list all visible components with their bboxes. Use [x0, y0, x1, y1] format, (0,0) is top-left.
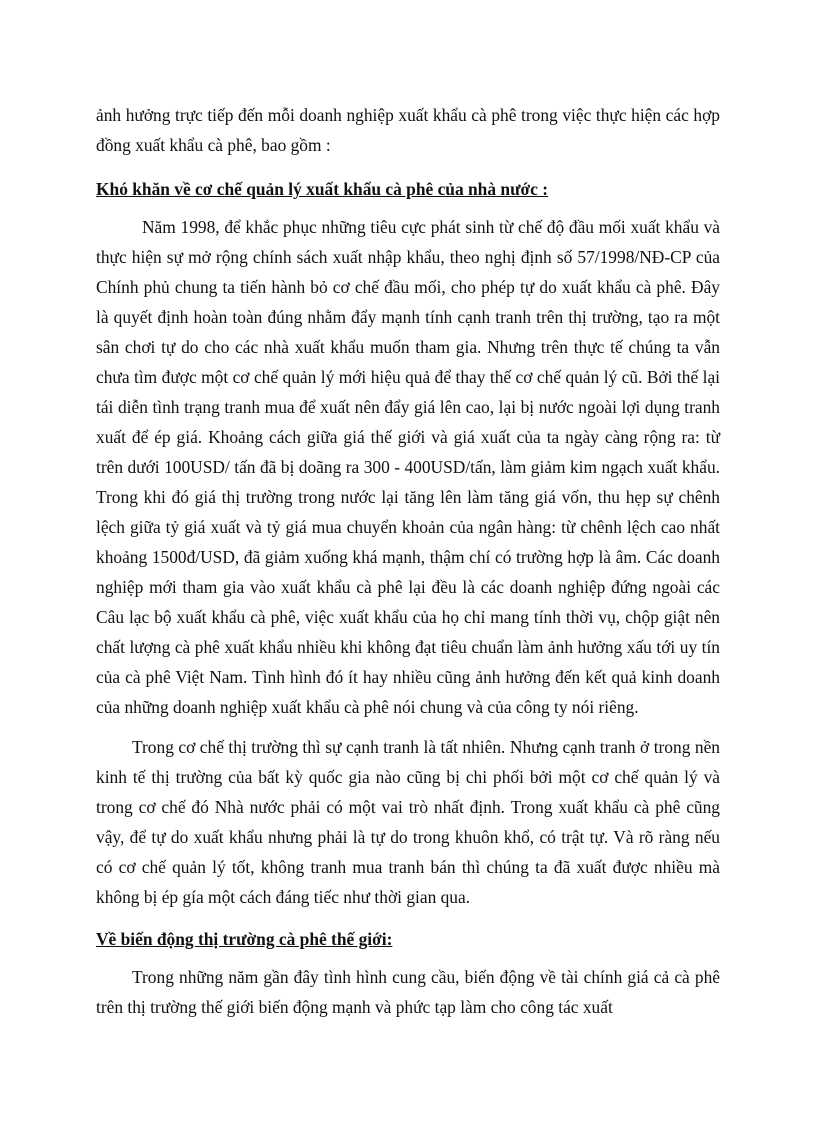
section-heading-world-market: Về biến động thị trường cà phê thế giới: — [96, 929, 393, 949]
section-heading-management: Khó khăn về cơ chế quản lý xuất khẩu cà phê của nhà nước : — [96, 179, 548, 199]
paragraph-management-2: Trong cơ chế thị trường thì sự cạnh tranh là tất nhiên. Nhưng cạnh tranh ở trong nền kinh tế thị trường của bất kỳ quốc gia nào cũng bị chi phối bởi một cơ chế quản lý và trong cơ chế đó Nhà nước phải có một vai trò nhất định. Trong xuất khẩu cà phê cũng vậy, để tự do xuất khẩu nhưng phải là tự do trong khuôn khổ, có trật tự. Và rõ ràng nếu có cơ chế quản lý tốt, không tranh mua tranh bán thì chúng ta đã xuất được nhiều mà không bị ép gía một cách đáng tiếc như thời gian qua. — [96, 737, 720, 907]
paragraph-management-1: Năm 1998, để khắc phục những tiêu cực phát sinh từ chế độ đầu mối xuất khẩu và thực hiện sự mở rộng chính sách xuất nhập khẩu, theo nghị định số 57/1998/NĐ-CP của Chính phủ chung ta tiến hành bỏ cơ chế đầu mối, cho phép tự do xuất khẩu cà phê. Đây là quyết định hoàn toàn đúng nhằm đẩy mạnh tính cạnh tranh trên thị trường, tạo ra một sân chơi tự do cho các nhà xuất khẩu muốn tham gia. Nhưng trên thực tế chúng ta vẫn chưa tìm được một cơ chế quản lý mới hiệu quả để thay thế cơ chế quản lý cũ. Bởi thế lại tái diễn tình trạng tranh mua để xuất nên đẩy giá lên cao, lại bị nước ngoài lợi dụng tranh xuất để ép giá. Khoảng cách giữa giá thế giới và giá xuất của ta ngày càng rộng ra: từ trên dưới 100USD/ tấn đã bị doãng ra 300 - 400USD/tấn, làm giảm kim ngạch xuất khẩu. Trong khi đó giá thị trường trong nước lại tăng lên làm tăng giá vốn, thu hẹp sự chênh lệch giữa tỷ giá xuất và tỷ giá mua chuyển khoản của ngân hàng: từ chênh lệch cao nhất khoảng 1500đ/USD, đã giảm xuống khá mạnh, thậm chí có trường hợp là âm. Các doanh nghiệp mới tham gia vào xuất khẩu cà phê lại đều là các doanh nghiệp đứng ngoài các Câu lạc bộ xuất khẩu cà phê, việc xuất khẩu của họ chỉ mang tính thời vụ, chộp giật nên chất lượng cà phê xuất khẩu nhiều khi không đạt tiêu chuẩn làm ảnh hưởng xấu tới uy tín của cà phê Việt Nam. Tình hình đó ít hay nhiều cũng ảnh hưởng đến kết quả kinh doanh của những doanh nghiệp xuất khẩu cà phê nói chung và của công ty nói riêng. — [96, 217, 720, 717]
intro-paragraph: ảnh hưởng trực tiếp đến mỗi doanh nghiệp xuất khẩu cà phê trong việc thực hiện các hợp đồng xuất khẩu cà phê, bao gồm : — [96, 105, 720, 155]
paragraph-world-market-1: Trong những năm gần đây tình hình cung cầu, biến động về tài chính giá cả cà phê trên thị trường thế giới biến động mạnh và phức tạp làm cho công tác xuất — [96, 967, 720, 1017]
document-body — [96, 100, 720, 1022]
